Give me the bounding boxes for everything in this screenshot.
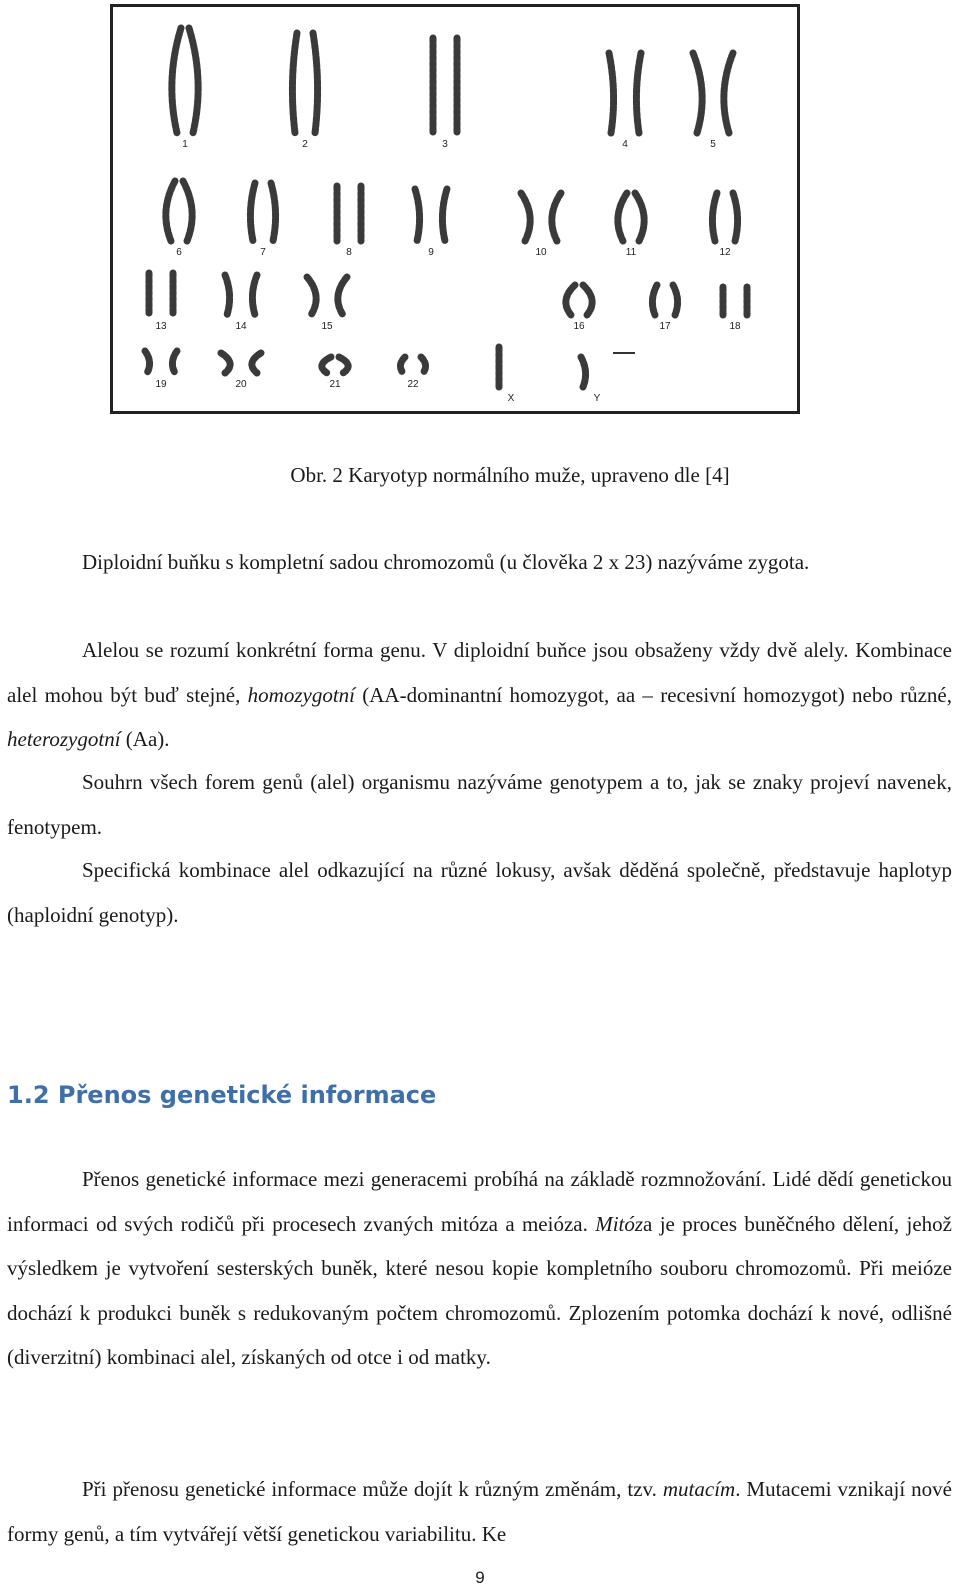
chromosome-number-label: 9: [428, 247, 434, 258]
chromosome-shape: [400, 357, 405, 373]
term-mitoza: Mitóz: [595, 1211, 644, 1236]
chromosome-number-label: 1: [182, 139, 188, 150]
paragraph-prenos: [7, 1157, 952, 1380]
chromosome-shape: [712, 193, 717, 241]
chromosome-number-label: 19: [155, 379, 167, 390]
chromosome-shape: [292, 33, 297, 133]
chromosome-shape: [252, 353, 261, 373]
paragraph-text: Při přenosu genetické informace může dojít k různým změnám, tzv.: [82, 1477, 663, 1501]
chromosome-number-label: 11: [625, 247, 637, 258]
chromosome-number-label: 10: [535, 247, 547, 258]
chromosome-number-label: 7: [260, 247, 266, 258]
chromosome-number-label: 17: [659, 321, 671, 332]
paragraph-text: a je proces buněčného dělení, jehož výsledkem je vytvoření sesterských buněk, které nesou kopie kompletního souboru chromozomů. Při meióze dochází k produkci buněk s redukovaným počtem chromozomů. Zplozením potomka dochází k nové, odlišné (diverzitní) kombinaci alel, získaných od otce i od matky.: [7, 1211, 952, 1369]
karyotype-figure: [110, 4, 800, 414]
paragraph-mutace: [7, 1467, 952, 1556]
chromosome-number-label: 2: [302, 139, 308, 150]
chromosome-number-label: 21: [329, 379, 341, 390]
paragraph-text: Přenos genetické informace mezi generacemi probíhá na základě rozmnožování. Lidé dědí genetickou informaci od svých rodičů při procesech zvaných mitóza a meióza.: [7, 1167, 952, 1236]
chromosome-shape: [250, 183, 255, 241]
chromosome-shape: [307, 277, 316, 315]
chromosome-number-label: 20: [235, 379, 247, 390]
chromosome-shape: [421, 357, 426, 373]
chromosome-number-label: 6: [176, 247, 182, 258]
paragraph-text: (AA-dominantní homozygot, aa – recesivní homozygot) nebo různé,: [354, 682, 953, 707]
chromosome-shape: [183, 181, 192, 241]
chromosome-shape: [322, 357, 331, 373]
chromosome-shape: [415, 189, 420, 241]
paragraph-zygota: [7, 540, 952, 585]
paragraph-text: Diploidní buňku s kompletní sadou chromozomů (u člověka 2 x 23) nazýváme zygota.: [82, 550, 810, 574]
chromosome-shape: [552, 193, 561, 241]
term-mutacim: mutacím: [662, 1477, 736, 1501]
chromosome-shape: [339, 357, 348, 373]
chromosome-shape: [145, 351, 150, 373]
chromosome-number-label: 14: [235, 321, 247, 332]
chromosome-shape: [313, 33, 318, 133]
chromosome-shape: [673, 285, 678, 315]
chromosome-number-label: 18: [729, 321, 741, 332]
chromosome-shape: [733, 193, 738, 241]
term-homozygotni: homozygotní: [247, 682, 355, 707]
chromosome-number-label: 3: [442, 139, 448, 150]
chromosome-shape: [172, 28, 181, 133]
chromosome-shape: [271, 183, 276, 241]
chromosome-number-label: X: [507, 393, 515, 404]
chromosome-shape: [172, 351, 177, 373]
section-heading: 1.2 Přenos genetické informace: [7, 1081, 437, 1109]
paragraph-alely: [7, 628, 952, 762]
chromosome-number-label: 13: [155, 321, 167, 332]
chromosome-shape: [166, 181, 175, 241]
chromosome-shape: [618, 193, 627, 241]
chromosome-shape: [189, 28, 198, 133]
term-heterozygotni: heterozygotní: [7, 727, 121, 751]
chromosome-number-label: 12: [719, 247, 731, 258]
chromosome-shape: [635, 193, 644, 241]
chromosome-shape: [693, 53, 702, 133]
chromosome-shape: [225, 275, 230, 315]
chromosome-number-label: 8: [346, 247, 352, 258]
chromosome-shape: [581, 357, 586, 387]
paragraph-text: Specifická kombinace alel odkazující na různé lokusy, avšak děděná společně, představuje haplotyp (haploidní genotyp).: [7, 858, 952, 927]
chromosome-shape: [221, 353, 230, 373]
chromosome-number-label: 15: [321, 321, 333, 332]
page-number: 9: [475, 1568, 485, 1587]
karyotype-image: [113, 7, 797, 411]
chromosome-shape: [609, 53, 614, 133]
chromosome-shape: [252, 275, 257, 315]
chromosome-number-label: 5: [710, 139, 716, 150]
chromosome-shape: [521, 193, 530, 241]
chromosome-shape: [583, 285, 592, 315]
paragraph-text: (Aa).: [120, 727, 170, 751]
chromosome-shape: [652, 285, 657, 315]
chromosome-number-label: 4: [622, 139, 628, 150]
figure-caption: Obr. 2 Karyotyp normálního muže, upraveno dle [4]: [290, 463, 730, 487]
paragraph-genotyp: [7, 760, 952, 849]
chromosome-shape: [442, 189, 447, 241]
chromosome-shape: [566, 285, 575, 315]
chromosome-shape: [724, 53, 733, 133]
paragraph-text: Alelou se rozumí konkrétní forma genu. V diploidní buňce jsou obsaženy vždy dvě alely. Kombinace alel mohou být buď stejné,: [7, 638, 952, 707]
paragraph-text: . Mutacemi vznikají nové formy genů, a tím vytvářejí větší genetickou variabilitu. Ke: [7, 1477, 952, 1546]
chromosome-shape: [338, 277, 347, 315]
paragraph-haplotyp: [7, 848, 952, 937]
paragraph-text: Souhrn všech forem genů (alel) organismu nazýváme genotypem a to, jak se znaky projeví navenek, fenotypem.: [7, 770, 952, 839]
chromosome-number-label: 16: [573, 321, 585, 332]
chromosome-number-label: 22: [407, 379, 419, 390]
chromosome-number-label: Y: [593, 393, 601, 404]
chromosome-shape: [636, 53, 641, 133]
